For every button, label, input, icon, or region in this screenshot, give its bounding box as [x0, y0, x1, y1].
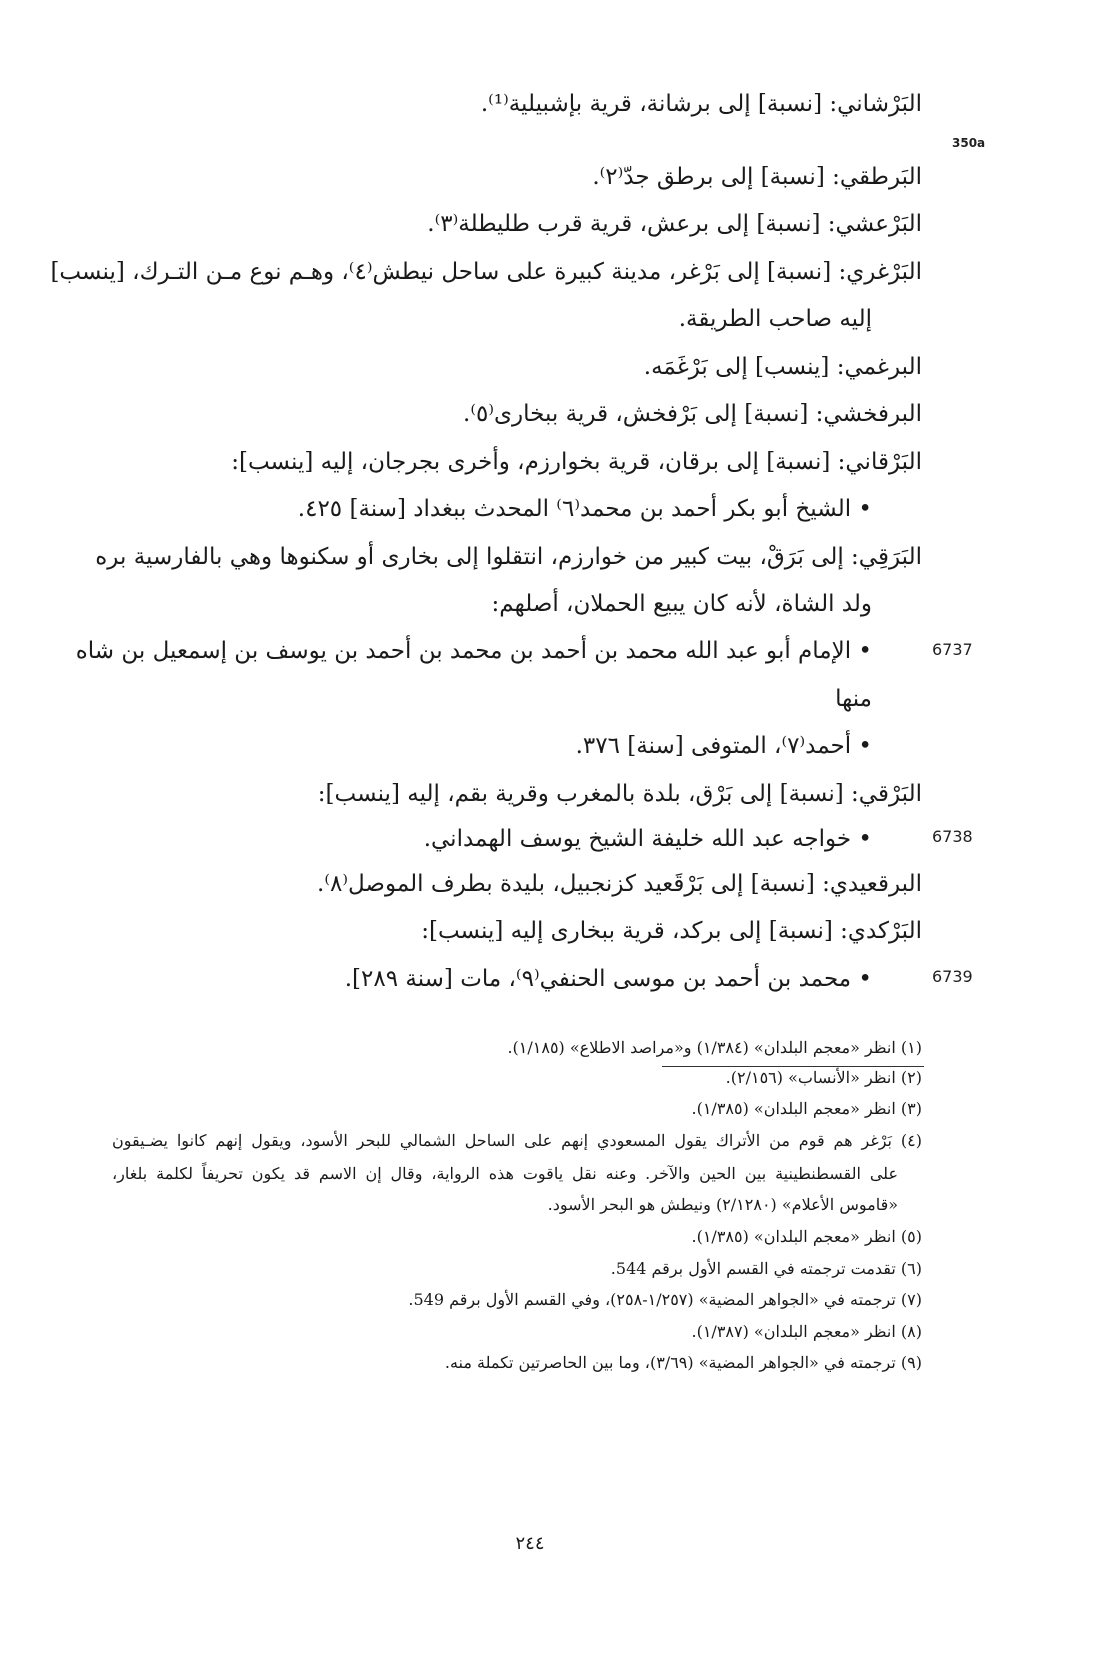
footnote-6: (٦) تقدمت ترجمته في القسم الأول برقم 544. [610, 1259, 922, 1278]
entry-barqi: البَرْقي: [نسبة] إلى بَرْق، بلدة بالمغرب وقرية بقم، إليه [ينسب]: [317, 781, 922, 807]
folio-marker: 350a [952, 136, 986, 150]
footnote-8: (٨) انظر «معجم البلدان» (١/٣٨٧). [691, 1322, 922, 1341]
entry-baraqi: البَرَقِي: إلى بَرَقْ، بيت كبير من خوارزم، انتقلوا إلى بخارى أو سكنوها وهي بالفارسية بره [95, 544, 922, 570]
entry-barashi: البَرْعشي: [نسبة] إلى برعش، قرية قرب طليطلة⁽٣⁾. [427, 211, 922, 237]
entry-baraqi-continued: ولد الشاة، لأنه كان يبيع الحملان، أصلهم: [491, 591, 872, 617]
person-muhammad-hanafi: • محمد بن أحمد بن موسى الحنفي⁽٩⁾، مات [سنة ٢٨٩]. [344, 966, 872, 992]
entry-barghari: البَرْغري: [نسبة] إلى بَرْغر، مدينة كبيرة على ساحل نيطش⁽٤⁾، وهـم نوع مـن التـرك، [ينسب] [50, 259, 922, 285]
footnote-2: (٢) انظر «الأنساب» (٢/١٥٦). [725, 1068, 922, 1087]
footnote-3: (٣) انظر «معجم البلدان» (١/٣٨٥). [691, 1099, 922, 1118]
record-number: 6737 [932, 640, 973, 659]
footnote-4-continued: على القسطنطينية بين الحين والآخر. وعنه نقل ياقوت هذه الرواية، وقال إن الاسم قد يكون تحريفاً لكلمة بلغار، [112, 1164, 899, 1183]
entry-barghami: البرغمي: [ينسب] إلى بَرْغَمَه. [643, 354, 922, 380]
entry-barqani: البَرْقاني: [نسبة] إلى برقان، قرية بخوارزم، وأخرى بجرجان، إليه [ينسب]: [231, 449, 922, 475]
person-abu-bakr: • الشيخ أبو بكر أحمد بن محمد⁽٦⁾ المحدث ببغداد [سنة] ٤٢٥. [297, 496, 872, 522]
footnote-1: (١) انظر «معجم البلدان» (١/٣٨٤) و«مراصد الاطلاع» (١/١٨٥). [507, 1038, 922, 1057]
entry-bartaqi: البَرطقي: [نسبة] إلى برطق جدّ⁽٢⁾. [592, 164, 922, 190]
record-number: 6739 [932, 967, 973, 986]
entry-barfakhshi: البرفخشي: [نسبة] إلى بَرْفخش، قرية ببخارى⁽٥⁾. [463, 401, 922, 427]
entry-barkadi: البَرْكدي: [نسبة] إلى بركد، قرية ببخارى إليه [ينسب]: [421, 918, 922, 944]
person-ahmad: • أحمد⁽٧⁾، المتوفى [سنة] ٣٧٦. [575, 733, 872, 759]
record-number: 6738 [932, 827, 973, 846]
entry-barshani: البَرْشاني: [نسبة] إلى برشانة، قرية بإشبيلية⁽¹⁾. [480, 91, 922, 117]
footnote-4-continued: «قاموس الأعلام» (٢/١٢٨٠) ونيطش هو البحر الأسود. [547, 1195, 898, 1214]
person-khwaja-abdullah: • خواجه عبد الله خليفة الشيخ يوسف الهمداني. [423, 826, 872, 852]
footnote-5: (٥) انظر «معجم البلدان» (١/٣٨٥). [691, 1227, 922, 1246]
entry-barqaidi: البرقعيدي: [نسبة] إلى بَرْقَعيد كزنجبيل، بليدة بطرف الموصل⁽٨⁾. [317, 871, 922, 897]
entry-barghari-continued: إليه صاحب الطريقة. [678, 306, 872, 332]
person-abu-abdullah-continued: منها [835, 686, 872, 712]
footnote-9: (٩) ترجمته في «الجواهر المضية» (٣/٦٩)، وما بين الحاصرتين تكملة منه. [444, 1353, 922, 1372]
person-abu-abdullah: • الإمام أبو عبد الله محمد بن أحمد بن محمد بن أحمد بن يوسف بن إسمعيل بن شاه [75, 638, 872, 664]
footnote-7: (٧) ترجمته في «الجواهر المضية» (١/٢٥٧-٢٥٨)، وفي القسم الأول برقم 549. [408, 1290, 922, 1309]
footnote-4: (٤) بَرْغر هم قوم من الأتراك يقول المسعودي إنهم على الساحل الشمالي للبحر الأسود، ويقول إنهم كانوا يضـيقون [112, 1131, 923, 1150]
page-number: ٢٤٤ [515, 1533, 545, 1554]
